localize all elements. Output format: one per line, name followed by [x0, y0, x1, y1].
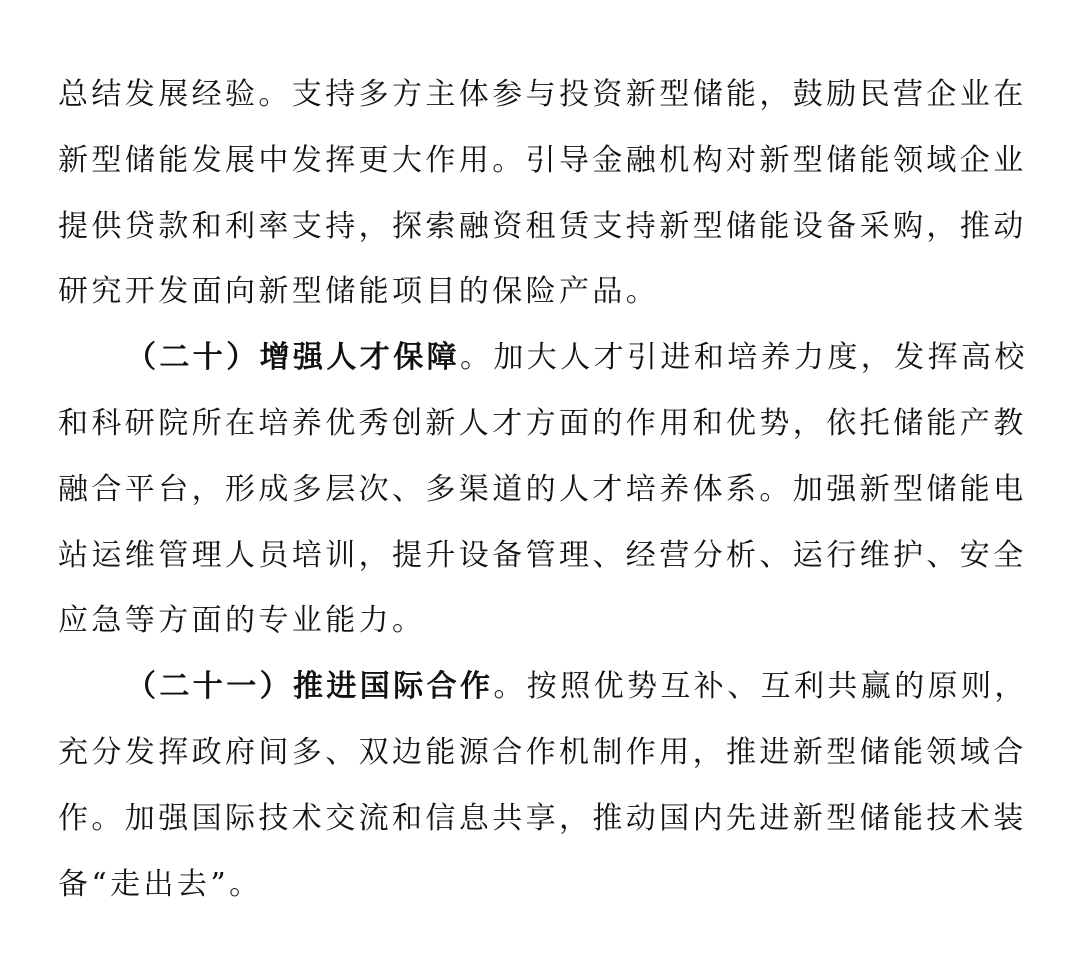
text-line: 站运维管理人员培训，提升设备管理、经营分析、运行维护、安全 — [58, 537, 1027, 573]
text-line: 研究开发面向新型储能项目的保险产品。 — [58, 274, 660, 310]
text-line-rest: 。按照优势互补、互利共赢的原则， — [493, 669, 1028, 705]
text-line-rest: 。加大人才引进和培养力度，发挥高校 — [460, 340, 1028, 376]
text-line — [58, 654, 1028, 720]
text-line: 融合平台，形成多层次、多渠道的人才培养体系。加强新型储能电 — [58, 471, 1027, 507]
text-line: 应急等方面的专业能力。 — [58, 603, 426, 639]
text-line: 和科研院所在培养优秀创新人才方面的作用和优势，依托储能产教 — [58, 405, 1027, 441]
text-line: 充分发挥政府间多、双边能源合作机制作用，推进新型储能领域合 — [58, 734, 1027, 770]
text-line — [58, 325, 1028, 391]
text-line: 提供贷款和利率支持，探索融资租赁支持新型储能设备采购，推动 — [58, 208, 1027, 244]
text-line: 作。加强国际技术交流和信息共享，推动国内先进新型储能技术装 — [58, 800, 1027, 836]
paragraph-international — [58, 654, 1028, 917]
paragraph-talent — [58, 325, 1028, 654]
document-body — [58, 62, 1028, 917]
text-line: 总结发展经验。支持多方主体参与投资新型储能，鼓励民营企业在 — [58, 77, 1027, 112]
section-heading-talent: （二十）增强人才保障 — [126, 340, 460, 376]
text-line: 备“走出去”。 — [58, 866, 263, 902]
section-heading-international: （二十一）推进国际合作 — [126, 669, 494, 705]
text-line: 新型储能发展中发挥更大作用。引导金融机构对新型储能领域企业 — [58, 142, 1027, 178]
paragraph-1 — [58, 62, 1028, 325]
